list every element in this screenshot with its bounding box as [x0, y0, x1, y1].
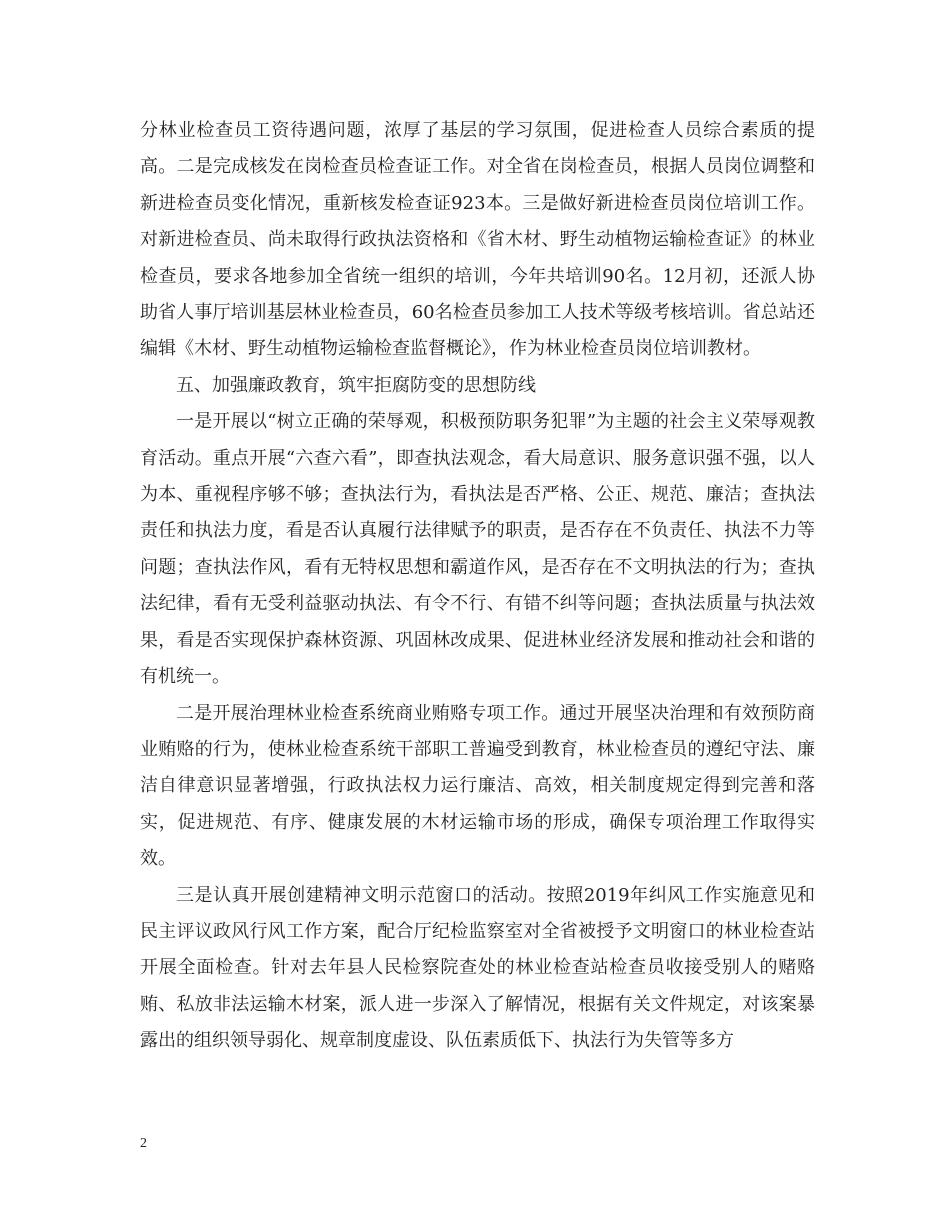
document-body — [140, 113, 815, 1060]
paragraph: 一是开展以“树立正确的荣辱观，积极预防职务犯罪”为主题的社会主义荣辱观教育活动。重点开展“六查六看”，即查执法观念，看大局意识、服务意识强不强，以人为本、重视程序够不够；查执法行为，看执法是否严格、公正、规范、廉洁；查执法责任和执法力度，看是否认真履行法律赋予的职责，是否存在不负责任、执法不力等问题；查执法作风，看有无特权思想和霸道作风，是否存在不文明执法的行为；查执法纪律，看有无受利益驱动执法、有令不行、有错不纠等问题；查执法质量与执法效果，看是否实现保护森林资源、巩固林改成果、促进林业经济发展和推动社会和谐的有机统一。 — [140, 411, 815, 688]
paragraph: 三是认真开展创建精神文明示范窗口的活动。按照2019年纠风工作实施意见和民主评议政风行风工作方案，配合厅纪检监察室对全省被授予文明窗口的林业检查站开展全面检查。针对去年县人民检察院查处的林业检查站检查员收接受别人的赌赂贿、私放非法运输木材案，派人进一步深入了解情况，根据有关文件规定，对该案暴露出的组织领导弱化、规章制度虚设、队伍素质低下、执法行为失管等多方 — [140, 884, 815, 1052]
paragraph: 二是开展治理林业检查系统商业贿赂专项工作。通过开展坚决治理和有效预防商业贿赂的行为，使林业检查系统干部职工普遍受到教育，林业检查员的遵纪守法、廉洁自律意识显著增强，行政执法权力运行廉洁、高效，相关制度规定得到完善和落实，促进规范、有序、健康发展的木材运输市场的形成，确保专项治理工作取得实效。 — [140, 702, 815, 870]
section-heading: 五、加强廉政教育，筑牢拒腐防变的思想防线 — [176, 374, 536, 396]
paragraph-continuation: 分林业检查员工资待遇问题，浓厚了基层的学习氛围，促进检查人员综合素质的提高。二是完成核发在岗检查员检查证工作。对全省在岗检查员，根据人员岗位调整和新进检查员变化情况，重新核发检查证923本。三是做好新进检查员岗位培训工作。对新进检查员、尚未取得行政执法资格和《省木材、野生动植物运输检查证》的林业检查员，要求各地参加全省统一组织的培训，今年共培训90名。12月初，还派人协助省人事厅培训基层林业检查员，60名检查员参加工人技术等级考核培训。省总站还编辑《木材、野生动植物运输检查监督概论》，作为林业检查员岗位培训教材。 — [140, 120, 815, 360]
page-number: 2 — [140, 1136, 147, 1151]
